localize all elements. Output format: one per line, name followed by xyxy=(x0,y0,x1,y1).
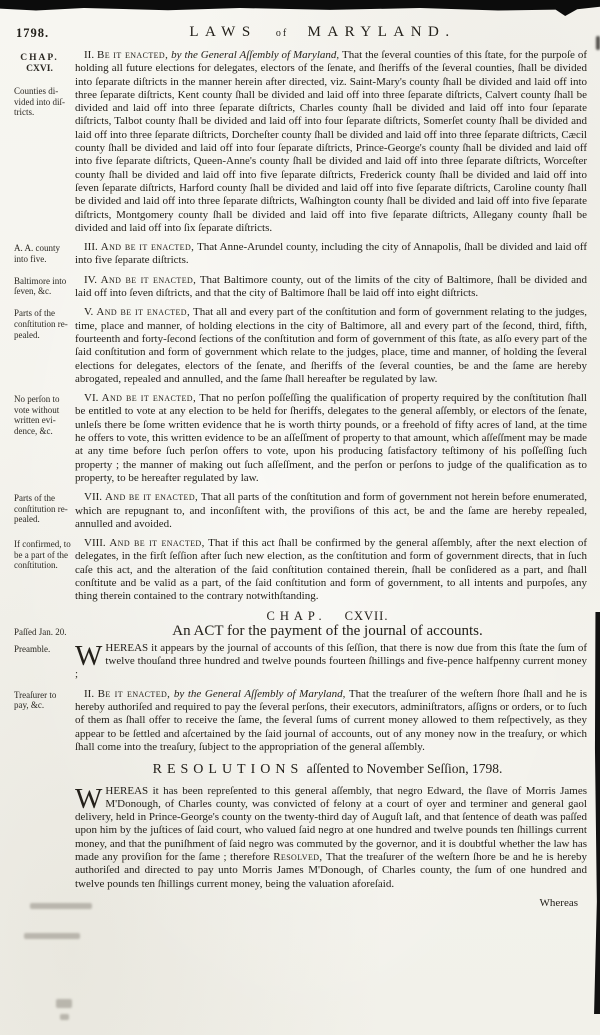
section-row xyxy=(0,49,600,235)
scan-smudge xyxy=(60,1014,69,1020)
preamble-text: HEREAS it appears by the journal of accounts of this ſeſſion, that there is now due from this ſtate the ſum of twelve thouſand three hundred and twelve pounds fourteen ſhillings and five-pence halfpenny current money ; xyxy=(75,641,587,681)
enacting-clause: And be it enacted, xyxy=(101,392,197,405)
section-number: VII. xyxy=(84,491,103,504)
title-of: of xyxy=(275,28,289,39)
section-paragraph xyxy=(75,306,600,386)
margin-column xyxy=(0,306,75,386)
chap-numeral: CXVII. xyxy=(344,608,389,623)
resolution-paragraph xyxy=(75,782,600,891)
enacting-clause: Be it enacted, xyxy=(97,687,171,700)
section-number: VI. xyxy=(84,392,99,405)
chap-label: CHAP. xyxy=(266,608,327,623)
margin-note: Counties di- vided into diſ- tricts. xyxy=(14,86,65,118)
resolution-text-2: That the treaſurer of the weſtern ſhore be and he is hereby authoriſed and directed to pay unto Morris James M'Donough, of Charles county, the ſum of one hundred and twelve pounds ten ſhillings current money, being the valuation aforeſaid. xyxy=(75,851,587,890)
margin-note: Treaſurer to pay, &c. xyxy=(14,689,57,711)
section-paragraph xyxy=(75,688,600,754)
section-number: IV. xyxy=(84,273,97,286)
margin-note: Parts of the conſtitution re- pealed. xyxy=(14,493,68,525)
page-title xyxy=(75,24,600,41)
title-maryland: MARYLAND. xyxy=(307,24,456,40)
section-paragraph xyxy=(75,537,600,603)
chapter-number-sidenote xyxy=(14,53,65,75)
running-head xyxy=(0,24,600,41)
preamble-row xyxy=(0,639,600,682)
catchword: Whereas xyxy=(539,896,578,909)
scan-smudge xyxy=(24,933,80,939)
margin-column xyxy=(0,688,75,754)
resolution-text-1: HEREAS it has been repreſented to this general aſſembly, that negro Edward, the ſlave of Morris James M'Donough, of Charles county, was convicted of felony at a court of oyer and terminer and general gaol delivery, held in Prince-George's county on the twenty-third day of Auguſt laſt, and that ſentence of death was paſſed upon him by the juſtices of ſaid court, who valued ſaid negro at one hundred and twelve pounds ten ſhillings current money, and that the puniſhment of ſaid negro was commuted by the governor, and it is doubtful whether the law has made any proviſion for the ſame ; therefore xyxy=(75,784,587,864)
enacting-clause: And be it enacted, xyxy=(100,273,197,286)
section-paragraph xyxy=(75,49,600,235)
section-number: III. xyxy=(84,241,98,254)
chap-label: CHAP. xyxy=(20,53,59,63)
section-text: That if this act ſhall be confirmed by the general aſſembly, after the next election of delegates, in the firſt ſeſſion after ſuch new election, as the conſtitution and form of government directs, that in ſuch caſe this act, and the alteration of the ſaid conſtitution contained therein, ſhall be conſidered as a part, and ſhall conſtitute and be valid as a part, of the ſaid conſtitution and form of government, to all intents and purpoſes, any thing therein contained to the contrary notwithſtanding. xyxy=(75,537,587,603)
resolutions-rest: aſſented to November Seſſion, 1798. xyxy=(303,761,503,777)
chap-numeral: CXVI. xyxy=(26,64,53,74)
resolved-clause: Resolved, xyxy=(273,851,323,864)
margin-column xyxy=(0,241,75,268)
preamble-paragraph xyxy=(75,639,600,682)
resolution-row xyxy=(0,782,600,891)
enacting-authority: by the General Aſſembly of Maryland, xyxy=(170,687,349,700)
margin-column xyxy=(0,392,75,485)
section-text: That all and every part of the conſtitution and form of government relating to the judges, time, place and manner, of holding elections in the city of Baltimore, all and every part of the ſecond, third, fifth, fourteenth and forty-ſecond ſections of the conſtitution and form of government of this ſtate, as alſo every part of the ſaid conſtitution and form of government which relate to the judges, place, time and manner, of holding the ſeveral elections for delegates, electors of the ſenate, and ſheriffs of the ſeveral counties, be and the ſame are hereby abrogated, repealed and annulled, and the ſame ſhall hereafter be regulated by law. xyxy=(75,306,587,385)
section-row xyxy=(0,688,600,754)
margin-column xyxy=(0,762,75,776)
margin-column xyxy=(0,491,75,531)
chapter-heading xyxy=(75,610,600,640)
enacting-clause: And be it enacted, xyxy=(109,537,205,550)
title-laws: LAWS xyxy=(189,24,257,40)
margin-column xyxy=(0,274,75,301)
margin-note: A. A. county into five. xyxy=(14,243,60,264)
margin-note-passed: Paſſed Jan. 20. xyxy=(14,627,67,638)
enacting-clause: Be it enacted, xyxy=(96,49,169,61)
resolutions-heading xyxy=(75,762,600,776)
enacting-clause: And be it enacted, xyxy=(96,306,191,319)
resolutions-heading-row xyxy=(0,762,600,776)
section-row xyxy=(0,274,600,301)
margin-note: Parts of the conſtitution re- pealed. xyxy=(14,308,68,340)
margin-column xyxy=(0,785,75,891)
section-row xyxy=(0,306,600,386)
section-text: That all parts of the conſtitution and form of government not herein before enumerated, which are repugnant to, and inconſiſtent with, the proviſions of this act, be and the ſame are hereby repealed, annulled and avoided. xyxy=(75,491,587,530)
drop-cap: W xyxy=(75,782,103,815)
drop-cap: W xyxy=(75,639,103,672)
margin-column xyxy=(0,537,75,603)
section-paragraph xyxy=(75,491,600,531)
enacting-authority: by the General Aſſembly of Maryland, xyxy=(168,49,343,61)
section-paragraph xyxy=(75,241,600,268)
section-paragraph xyxy=(75,392,600,485)
resolutions-word: RESOLUTIONS xyxy=(152,762,304,778)
chapter-heading-row xyxy=(0,610,600,640)
margin-note: No perſon to vote without written evi- dence, &c. xyxy=(14,394,60,436)
section-number: V. xyxy=(84,306,94,319)
act-title: An ACT for the payment of the journal of accounts. xyxy=(172,622,483,639)
section-text: That the ſeveral counties of this ſtate, for the purpoſe of holding all future elections for delegates, electors of the ſenate, and ſheriffs of the ſeveral counties, ſhall be divided into ſeparate diſtricts in the manner herein after directed, viz. Saint-Mary's county ſhall be divided and laid off into three ſeparate diſtricts, Kent county ſhall be divided and laid off into three ſeparate diſtricts, Calvert county ſhall be divided and laid off into three ſeparate diſtricts, Charles county ſhall be divided and laid off into four ſeparate diſtricts, Talbot county ſhall be divided and laid off into four ſeparate diſtricts, Somerſet county ſhall be divided and laid off into three ſeparate diſtricts, Dorcheſter county ſhall be divided and laid off into three ſeparate diſtricts, Cæcil county ſhall be divided and laid off into four ſeparate diſtricts, Prince-George's county ſhall be divided and laid off into five ſeparate diſtricts, Queen-Anne's county ſhall be divided and laid off into three ſeparate diſtricts, Worceſter county ſhall be divided and laid off into five ſeparate diſtricts, Frederick county ſhall be divided and laid off into ſeven ſeparate diſtricts, Harford county ſhall be divided and laid off into five ſeparate diſtricts, Caroline county ſhall be divided and laid off into three ſeparate diſtricts, Waſhington county ſhall be divided and laid off into five ſeparate diſtricts, Montgomery county ſhall be divided and laid off into five ſeparate diſtricts, Allegany county ſhall be divided and laid off into ſix ſeparate diſtricts. xyxy=(75,49,588,234)
section-row xyxy=(0,537,600,603)
chapter-number-line xyxy=(75,610,580,623)
enacting-clause: And be it enacted, xyxy=(104,491,199,504)
margin-column xyxy=(0,610,75,640)
margin-column xyxy=(0,642,75,682)
margin-note-preamble: Preamble. xyxy=(14,643,51,654)
section-number: II. xyxy=(84,49,95,61)
section-number: VIII. xyxy=(84,537,106,550)
margin-note: Baltimore into ſeven, &c. xyxy=(14,275,67,297)
enacting-clause: And be it enacted, xyxy=(100,241,195,254)
margin-note: If confirmed, to be a part of the conſtitution. xyxy=(14,539,71,571)
section-paragraph xyxy=(75,274,600,301)
section-row xyxy=(0,241,600,268)
section-text: That Anne-Arundel county, including the city of Annapolis, ſhall be divided and laid off into five ſeparate diſtricts. xyxy=(75,241,587,267)
section-row xyxy=(0,392,600,485)
section-text: That no perſon poſſeſſing the qualification of property required by the conſtitution ſhall be entitled to vote at any election to be held for ſheriffs, delegates to the general aſſembly, or electors of the ſenate, unleſs there be ſome written evidence that he is worth thirty pounds, or a freehold of fifty acres of land, at the time he offers to vote, this written evidence to be an aſſeſſment of property to that amount, which aſſeſſment may be made at any time before ſuch perſon offers to vote, upon his producing ſatisfactory teſtimony of his poſſeſſing ſuch property ; the manner of making out ſuch aſſeſſment, and the perſon or perſons to judge of the qualification as to property, to be hereafter regulated by law. xyxy=(75,392,587,484)
section-text: That Baltimore county, out of the limits of the city of Baltimore, ſhall be divided and laid off into ſeven diſtricts, and that the city of Baltimore ſhall be laid off into eight diſtricts. xyxy=(75,273,587,300)
scan-smudge xyxy=(56,999,72,1008)
margin-column xyxy=(0,49,75,235)
section-text: That the treaſurer of the weſtern ſhore ſhall and he is hereby authoriſed and required to pay the ſeveral perſons, their executors, adminiſtrators, aſſigns or orders, or to ſuch of them as ſhall offer to receive the ſame, the ſeveral ſums of current money allowed to them reſpectively, as they appear to be ſettled and aſcertained by the ſaid journal of accounts, out of any money now in the treaſury, or which ſhall come into the treaſury, ſubject to the appropriation of the general aſſembly. xyxy=(75,687,588,753)
section-number: II. xyxy=(84,687,95,700)
year-label: 1798. xyxy=(16,26,50,40)
section-row xyxy=(0,491,600,531)
